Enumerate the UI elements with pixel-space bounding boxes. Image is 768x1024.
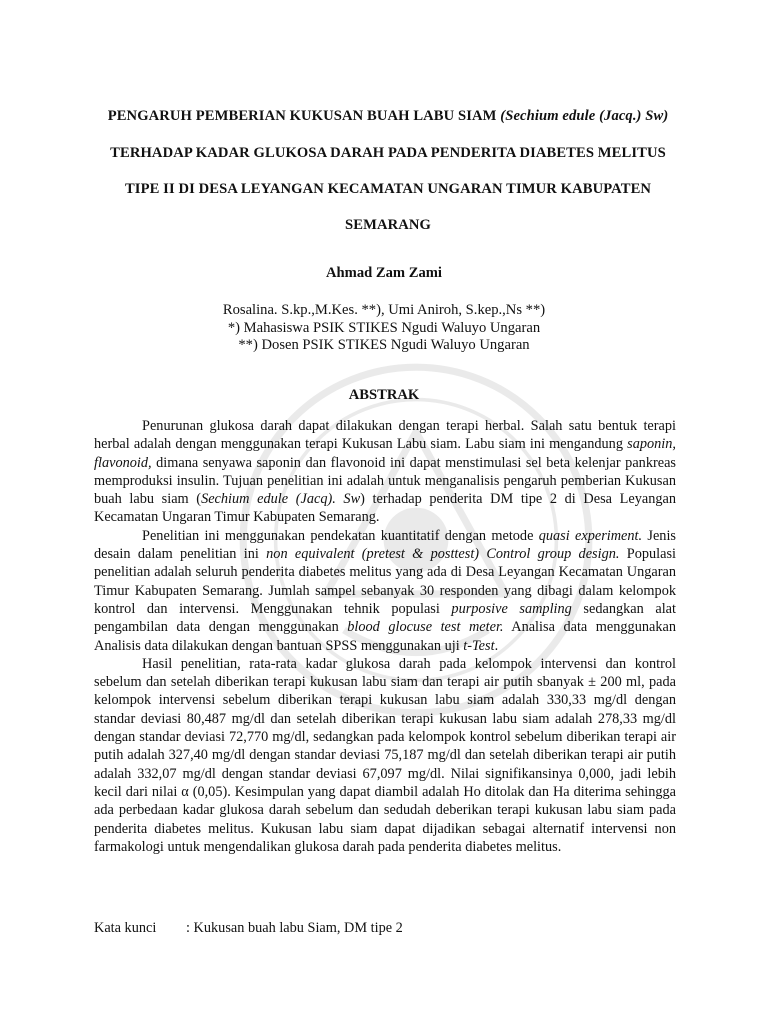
title-line-2: TERHADAP KADAR GLUKOSA DARAH PADA PENDERITA DIABETES MELITUS — [110, 145, 666, 161]
abstract-p2-italic-2: non equivalent (pretest & posttest) Control group design. — [266, 546, 620, 563]
keywords-line — [94, 920, 403, 937]
abstract-p2-text-a: Penelitian ini menggunakan pendekatan kuantitatif dengan metode — [142, 527, 539, 544]
abstract-p1-text-c: ) terhadap penderita DM tipe 2 di Desa Leyangan Kecamatan Ungaran Timur Kabupaten Semarang. — [94, 491, 676, 526]
abstract-paragraph-1 — [94, 417, 676, 527]
abstract-p1-text-b: dimana senyawa saponin dan flavonoid ini dapat menstimulasi sel beta kelenjar pankreas memproduksi insulin. Tujuan penelitian ini adalah untuk menganalisis pengaruh pemberian Kukusan buah labu siam ( — [94, 454, 676, 508]
abstract-p2-text-b: Jenis desain dalam penelitian ini — [94, 527, 676, 563]
abstract-p1-italic-1: saponin, flavonoid, — [94, 436, 676, 471]
abstract-p2-text-c: Populasi penelitian adalah seluruh penderita diabetes melitus yang ada di Desa Leyangan Kecamatan Ungaran Timur Kabupaten Semarang. Jumlah sampel sebanyak 30 responden yang dibagi dalam kelompok kontrol dan intervensi. Menggunakan tehnik populasi — [94, 546, 677, 617]
title-line-4: SEMARANG — [345, 217, 431, 233]
abstract-p2-text-e: Analisa data menggunakan Analisis data dilakukan dengan bantuan SPSS menggunakan uji — [94, 619, 676, 654]
abstract-p1-italic-2: Sechium edule (Jacq). Sw — [201, 491, 361, 508]
supervisors: Rosalina. S.kp.,M.Kes. **), Umi Aniroh, S.kep.,Ns **) — [222, 302, 546, 318]
abstract-p1-text-a: Penurunan glukosa darah dapat dilakukan dengan terapi herbal. Salah satu bentuk terapi herbal adalah dengan menggunakan terapi Kukusan Labu siam. Labu siam ini mengandung — [94, 418, 676, 453]
abstract-p2-text-d: sedangkan alat pengambilan data dengan menggunakan — [94, 600, 676, 636]
title-species-name: (Sechium edule (Jacq.) Sw) — [500, 108, 669, 124]
abstract-p2-italic-3: purposive sampling — [451, 600, 572, 617]
abstract-heading: ABSTRAK — [348, 387, 420, 403]
title-line-1-text: PENGARUH PEMBERIAN KUKUSAN BUAH LABU SIAM — [107, 108, 501, 124]
title-line-1 — [88, 108, 688, 125]
author-name: Ahmad Zam Zami — [326, 265, 442, 281]
abstract-paragraph-2 — [94, 527, 676, 655]
affiliation-student: *) Mahasiswa PSIK STIKES Ngudi Waluyo Ungaran — [227, 320, 541, 336]
abstract-p2-italic-5: t-Test — [463, 637, 495, 654]
abstract-paragraph-3: Hasil penelitian, rata-rata kadar glukosa darah pada kelompok intervensi dan kontrol sebelum dan setelah diberikan terapi kukusan labu siam dan terapi air putih sbanyak ± 200 ml, pada kelompok intervensi sebelum diberikan terapi kukusan labu siam adalah 330,33 mg/dl dengan standar deviasi 80,487 mg/dl dan setelah diberikan terapi kukusan labu siam adalah 278,33 mg/dl dengan standar deviasi 72,770 mg/dl, sedangkan pada kelompok kontrol sebelum diberikan terapi air putih adalah 327,40 mg/dl dengan standar deviasi 75,187 mg/dl dan setelah diberikan terapi air putih adalah 332,07 mg/dl dengan standar deviasi 67,097 mg/dl. Nilai signifikansinya 0,000, jadi lebih kecil dari nilai α (0,05). Kesimpulan yang dapat diambil adalah Ho ditolak dan Ha diterima sehingga ada perbedaan kadar glukosa darah sebelum dan sedudah deberikan terapi kukusan labu siam pada penderita diabetes melitus. Kukusan labu siam dapat dijadikan sebagai alternatif intervensi non farmakologi untuk mengendalikan glukosa darah pada penderita diabetes melitus. — [94, 655, 676, 855]
affiliation-lecturer: **) Dosen PSIK STIKES Ngudi Waluyo Ungaran — [238, 337, 530, 353]
abstract-body — [94, 417, 676, 856]
abstract-p2-italic-1: quasi experiment. — [538, 527, 643, 544]
keywords-label: Kata kunci — [94, 920, 157, 936]
keywords-value: : Kukusan buah labu Siam, DM tipe 2 — [186, 920, 403, 936]
abstract-p2-italic-4: blood glocuse test meter. — [347, 619, 504, 636]
abstract-p2-text-f: . — [494, 637, 499, 654]
title-line-3: TIPE II DI DESA LEYANGAN KECAMATAN UNGARAN TIMUR KABUPATEN — [124, 181, 652, 197]
